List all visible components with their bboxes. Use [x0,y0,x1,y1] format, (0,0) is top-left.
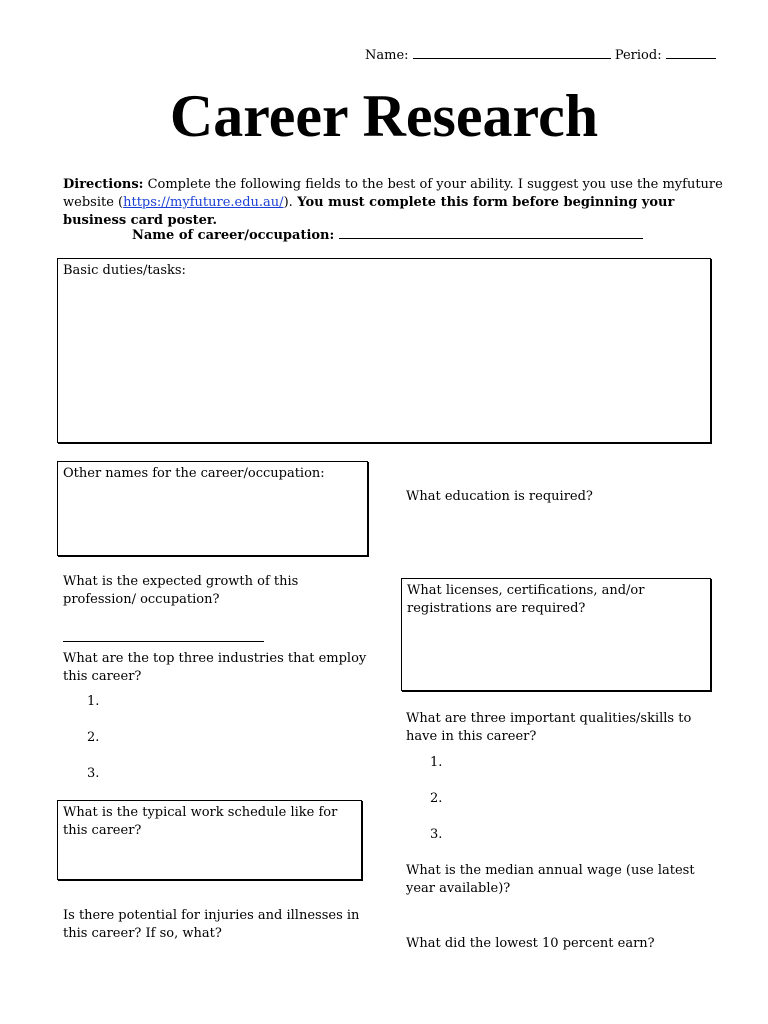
quality-number-3: 3. [430,827,443,842]
directions-label: Directions: [63,177,144,192]
name-label: Name: [365,48,409,63]
growth-question: What is the expected growth of this profession/ occupation? [63,574,299,607]
industry-number-2: 2. [87,730,100,745]
name-field[interactable] [413,46,611,59]
schedule-label: What is the typical work schedule like for this career? [63,805,338,838]
period-label: Period: [614,48,662,63]
directions-after-link: ). [283,195,293,210]
injuries-question: Is there potential for injuries and illnesses in this career? If so, what? [63,908,360,941]
period-field[interactable] [666,46,716,59]
wage-question: What is the median annual wage (use latest year available)? [406,863,695,896]
header-name-period [365,46,716,65]
schedule-box[interactable] [57,800,362,880]
growth-answer-line[interactable] [63,628,264,642]
myfuture-link[interactable]: https://myfuture.edu.au/ [123,195,284,210]
career-name-field[interactable] [339,226,643,239]
licenses-box[interactable] [401,578,711,691]
other-names-label: Other names for the career/occupation: [63,466,325,481]
quality-number-1: 1. [430,755,443,770]
directions-bold-text: You must complete this form before beginning your business card poster. [63,195,675,228]
directions-paragraph [63,176,723,230]
career-name-label: Name of career/occupation: [132,228,335,243]
education-question: What education is required? [406,489,593,504]
page-title: Career Research [169,83,599,149]
other-names-box[interactable] [57,461,368,556]
basic-duties-box[interactable] [57,258,711,443]
quality-number-2: 2. [430,791,443,806]
directions-text: Complete the following fields to the best of your ability. I suggest you use the myfuture website ( [63,177,723,210]
industry-number-3: 3. [87,766,100,781]
basic-duties-label: Basic duties/tasks: [63,263,186,278]
industry-number-1: 1. [87,694,100,709]
qualities-question: What are three important qualities/skills to have in this career? [406,711,692,744]
career-name-row [132,226,643,245]
licenses-label: What licenses, certifications, and/or registrations are required? [407,583,645,616]
industries-question: What are the top three industries that employ this career? [63,651,367,684]
lowest-earn-question: What did the lowest 10 percent earn? [406,936,655,951]
